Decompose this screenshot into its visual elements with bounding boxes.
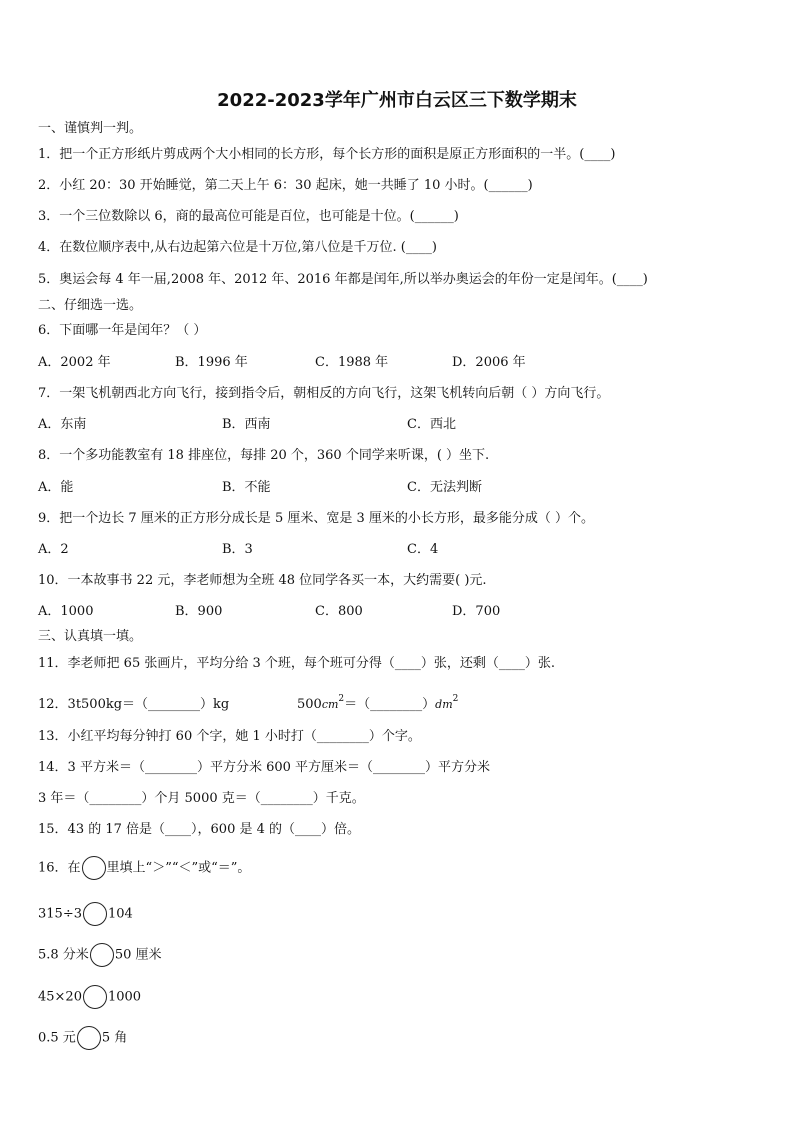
compare-row-4 [38,1026,127,1050]
q6-option-a: A．2002 年 [38,355,111,370]
question-6: 6．下面哪一年是闰年？（ ） [38,323,207,338]
q12b-blank: ＝（________） [344,697,436,712]
q12b-unit-cm: cm [321,698,339,711]
q8-option-a: A．能 [38,480,74,495]
question-14a: 14．3 平方米＝（________）平方分米 600 平方厘米＝（________）平方分米 [38,760,491,775]
question-5: 5．奥运会每 4 年一届,2008 年、2012 年、2016 年都是闰年,所以举办奥运会的年份一定是闰年。(____) [38,272,648,287]
compare-left: 315÷3 [38,906,82,922]
answer-circle [82,856,106,880]
compare-row-1 [38,902,133,926]
q12b-superscript: 2 [338,694,345,704]
q6-option-c: C．1988 年 [315,355,389,370]
question-14b: 3 年＝（________）个月 5000 克＝（________）千克。 [38,791,365,806]
question-15: 15．43 的 17 倍是（____），600 是 4 的（____）倍。 [38,822,361,837]
page-title: 2022-2023学年广州市白云区三下数学期末 [217,90,577,111]
answer-circle [83,985,107,1009]
question-2: 2．小红 20：30 开始睡觉，第二天上午 6：30 起床，她一共睡了 10 小时。(______) [38,178,533,193]
question-8: 8．一个多功能教室有 18 排座位，每排 20 个，360 个同学来听课，( ）坐下. [38,448,490,463]
q12b-unit-dm: dm [435,698,453,711]
question-13: 13．小红平均每分钟打 60 个字，她 1 小时打（________）个字。 [38,729,421,744]
question-1: 1．把一个正方形纸片剪成两个大小相同的长方形，每个长方形的面积是原正方形面积的一半。(____) [38,147,616,162]
question-10: 10．一本故事书 22 元，李老师想为全班 48 位同学各买一本，大约需要( )元. [38,573,487,588]
section-3-heading: 三、认真填一填。 [38,629,143,644]
q7-option-b: B．西南 [222,417,271,432]
section-1-heading: 一、谨慎判一判。 [38,121,143,136]
q10-option-d: D．700 [452,604,501,619]
question-16 [38,856,250,880]
q10-option-a: A．1000 [38,604,94,619]
answer-circle [83,902,107,926]
q9-option-c: C．4 [407,542,439,557]
question-4: 4．在数位顺序表中,从右边起第六位是十万位,第八位是千万位. (____) [38,240,437,255]
q9-option-a: A．2 [38,542,69,557]
q10-option-c: C．800 [315,604,363,619]
question-3: 3．一个三位数除以 6，商的最高位可能是百位，也可能是十位。(______) [38,209,459,224]
compare-right: 1000 [107,989,142,1005]
compare-right: 5 角 [101,1030,128,1046]
question-7: 7．一架飞机朝西北方向飞行，接到指令后，朝相反的方向飞行，这架飞机转向后朝（ ）方向飞行。 [38,386,610,401]
q7-option-a: A．东南 [38,417,87,432]
q12b-number: 500 [297,697,322,712]
q6-option-b: B．1996 年 [175,355,248,370]
q8-option-c: C．无法判断 [407,480,482,495]
compare-row-2 [38,943,162,967]
question-11: 11．李老师把 65 张画片，平均分给 3 个班，每个班可分得（____）张，还剩（____）张. [38,656,556,671]
question-12a: 12．3t500kg＝（________）kg [38,697,230,712]
answer-circle [77,1026,101,1050]
answer-circle [90,943,114,967]
q12b-superscript-2: 2 [452,694,459,704]
question-12b [297,694,459,713]
q6-option-d: D．2006 年 [452,355,526,370]
q9-option-b: B．3 [222,542,253,557]
compare-right: 104 [107,906,133,922]
question-9: 9．把一个边长 7 厘米的正方形分成长是 5 厘米、宽是 3 厘米的小长方形，最多能分成（ ）个。 [38,511,595,526]
compare-row-3 [38,985,141,1009]
q7-option-c: C．西北 [407,417,456,432]
q16-suffix: 里填上“＞”“＜”或“＝”。 [106,860,251,876]
section-2-heading: 二、仔细选一选。 [38,298,143,313]
compare-left: 45×20 [38,989,82,1005]
q8-option-b: B．不能 [222,480,271,495]
compare-right: 50 厘米 [114,947,162,963]
q16-prefix: 16．在 [38,860,81,876]
compare-left: 5.8 分米 [38,947,89,963]
compare-left: 0.5 元 [38,1030,76,1046]
q10-option-b: B．900 [175,604,223,619]
